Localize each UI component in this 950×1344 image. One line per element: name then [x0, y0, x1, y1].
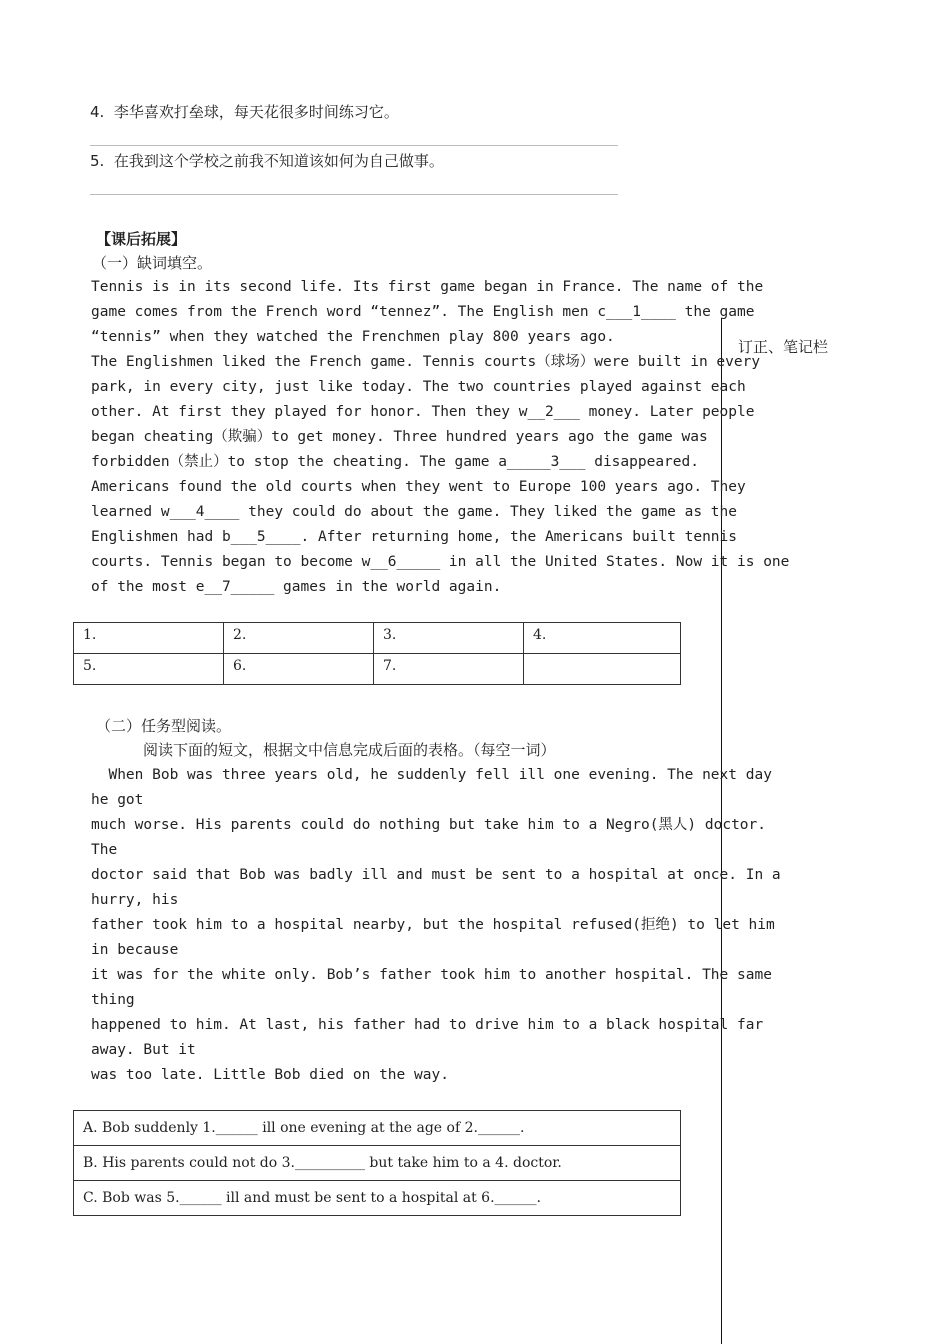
- answer-cell[interactable]: [524, 654, 681, 685]
- passage-line: he got: [91, 792, 144, 808]
- passage-line: When Bob was three years old, he suddenly fell ill one evening. The next day: [91, 767, 772, 783]
- answer-table: [73, 622, 681, 685]
- translation-q4: 4. 李华喜欢打垒球，每天花很多时间练习它。: [90, 103, 399, 121]
- answer-cell[interactable]: 4.: [524, 623, 681, 654]
- part2-instruction: 阅读下面的短文，根据文中信息完成后面的表格。（每空一词）: [143, 741, 556, 759]
- section-title: 【课后拓展】: [96, 230, 187, 248]
- passage-line: “tennis” when they watched the Frenchmen play 800 years ago.: [91, 329, 615, 345]
- passage-line: Americans found the old courts when they went to Europe 100 years ago. They: [91, 479, 746, 495]
- answer-cell[interactable]: 2.: [224, 623, 374, 654]
- passage-line: The Englishmen liked the French game. Tennis courts（球场）were built in every: [91, 354, 761, 370]
- passage-line: hurry, his: [91, 892, 179, 908]
- answer-cell[interactable]: 3.: [374, 623, 524, 654]
- answer-cell[interactable]: 6.: [224, 654, 374, 685]
- translation-q5: 5. 在我到这个学校之前我不知道该如何为自己做事。: [90, 152, 444, 170]
- passage-line: began cheating（欺骗）to get money. Three hundred years ago the game was: [91, 429, 708, 445]
- passage-line: much worse. His parents could do nothing but take him to a Negro(黑人) doctor.: [91, 817, 767, 833]
- passage-line: forbidden（禁止）to stop the cheating. The game a_____3___ disappeared.: [91, 454, 699, 470]
- task-row-a[interactable]: A. Bob suddenly 1.______ ill one evening at the age of 2.______.: [74, 1111, 681, 1146]
- answer-cell[interactable]: 7.: [374, 654, 524, 685]
- passage-line: Tennis is in its second life. Its first game began in France. The name of the: [91, 279, 764, 295]
- passage-line: courts. Tennis began to become w__6_____ in all the United States. Now it is one: [91, 554, 790, 570]
- answer-cell[interactable]: 5.: [74, 654, 224, 685]
- passage-line: away. But it: [91, 1042, 196, 1058]
- passage-line: other. At first they played for honor. Then they w__2___ money. Later people: [91, 404, 755, 420]
- task-row-c[interactable]: C. Bob was 5.______ ill and must be sent to a hospital at 6.______.: [74, 1181, 681, 1216]
- passage-line: game comes from the French word “tennez”. The English men c___1____ the game: [91, 304, 755, 320]
- correction-notes-label: 订正、笔记栏: [738, 338, 829, 356]
- answer-cell[interactable]: 1.: [74, 623, 224, 654]
- passage-line: Englishmen had b___5____. After returning home, the Americans built tennis: [91, 529, 738, 545]
- passage-line: was too late. Little Bob died on the way.: [91, 1067, 449, 1083]
- passage-line: The: [91, 842, 118, 858]
- part2-title: （二）任务型阅读。: [96, 717, 232, 735]
- passage-line: doctor said that Bob was badly ill and must be sent to a hospital at once. In a: [91, 867, 781, 883]
- passage-line: happened to him. At last, his father had to drive him to a black hospital far: [91, 1017, 764, 1033]
- answer-line-q5: [90, 194, 618, 195]
- passage-line: father took him to a hospital nearby, but the hospital refused(拒绝) to let him: [91, 917, 775, 933]
- answer-line-q4: [90, 145, 618, 146]
- passage-line: it was for the white only. Bob’s father took him to another hospital. The same: [91, 967, 772, 983]
- passage-line: park, in every city, just like today. The two countries played against each: [91, 379, 746, 395]
- passage-line: in because: [91, 942, 179, 958]
- passage-line: learned w___4____ they could do about the game. They liked the game as the: [91, 504, 738, 520]
- task-row-b[interactable]: B. His parents could not do 3.__________ but take him to a 4. doctor.: [74, 1146, 681, 1181]
- task-table: [73, 1110, 681, 1216]
- part1-title: （一）缺词填空。: [92, 254, 213, 272]
- passage-line: thing: [91, 992, 135, 1008]
- passage-line: of the most e__7_____ games in the world again.: [91, 579, 502, 595]
